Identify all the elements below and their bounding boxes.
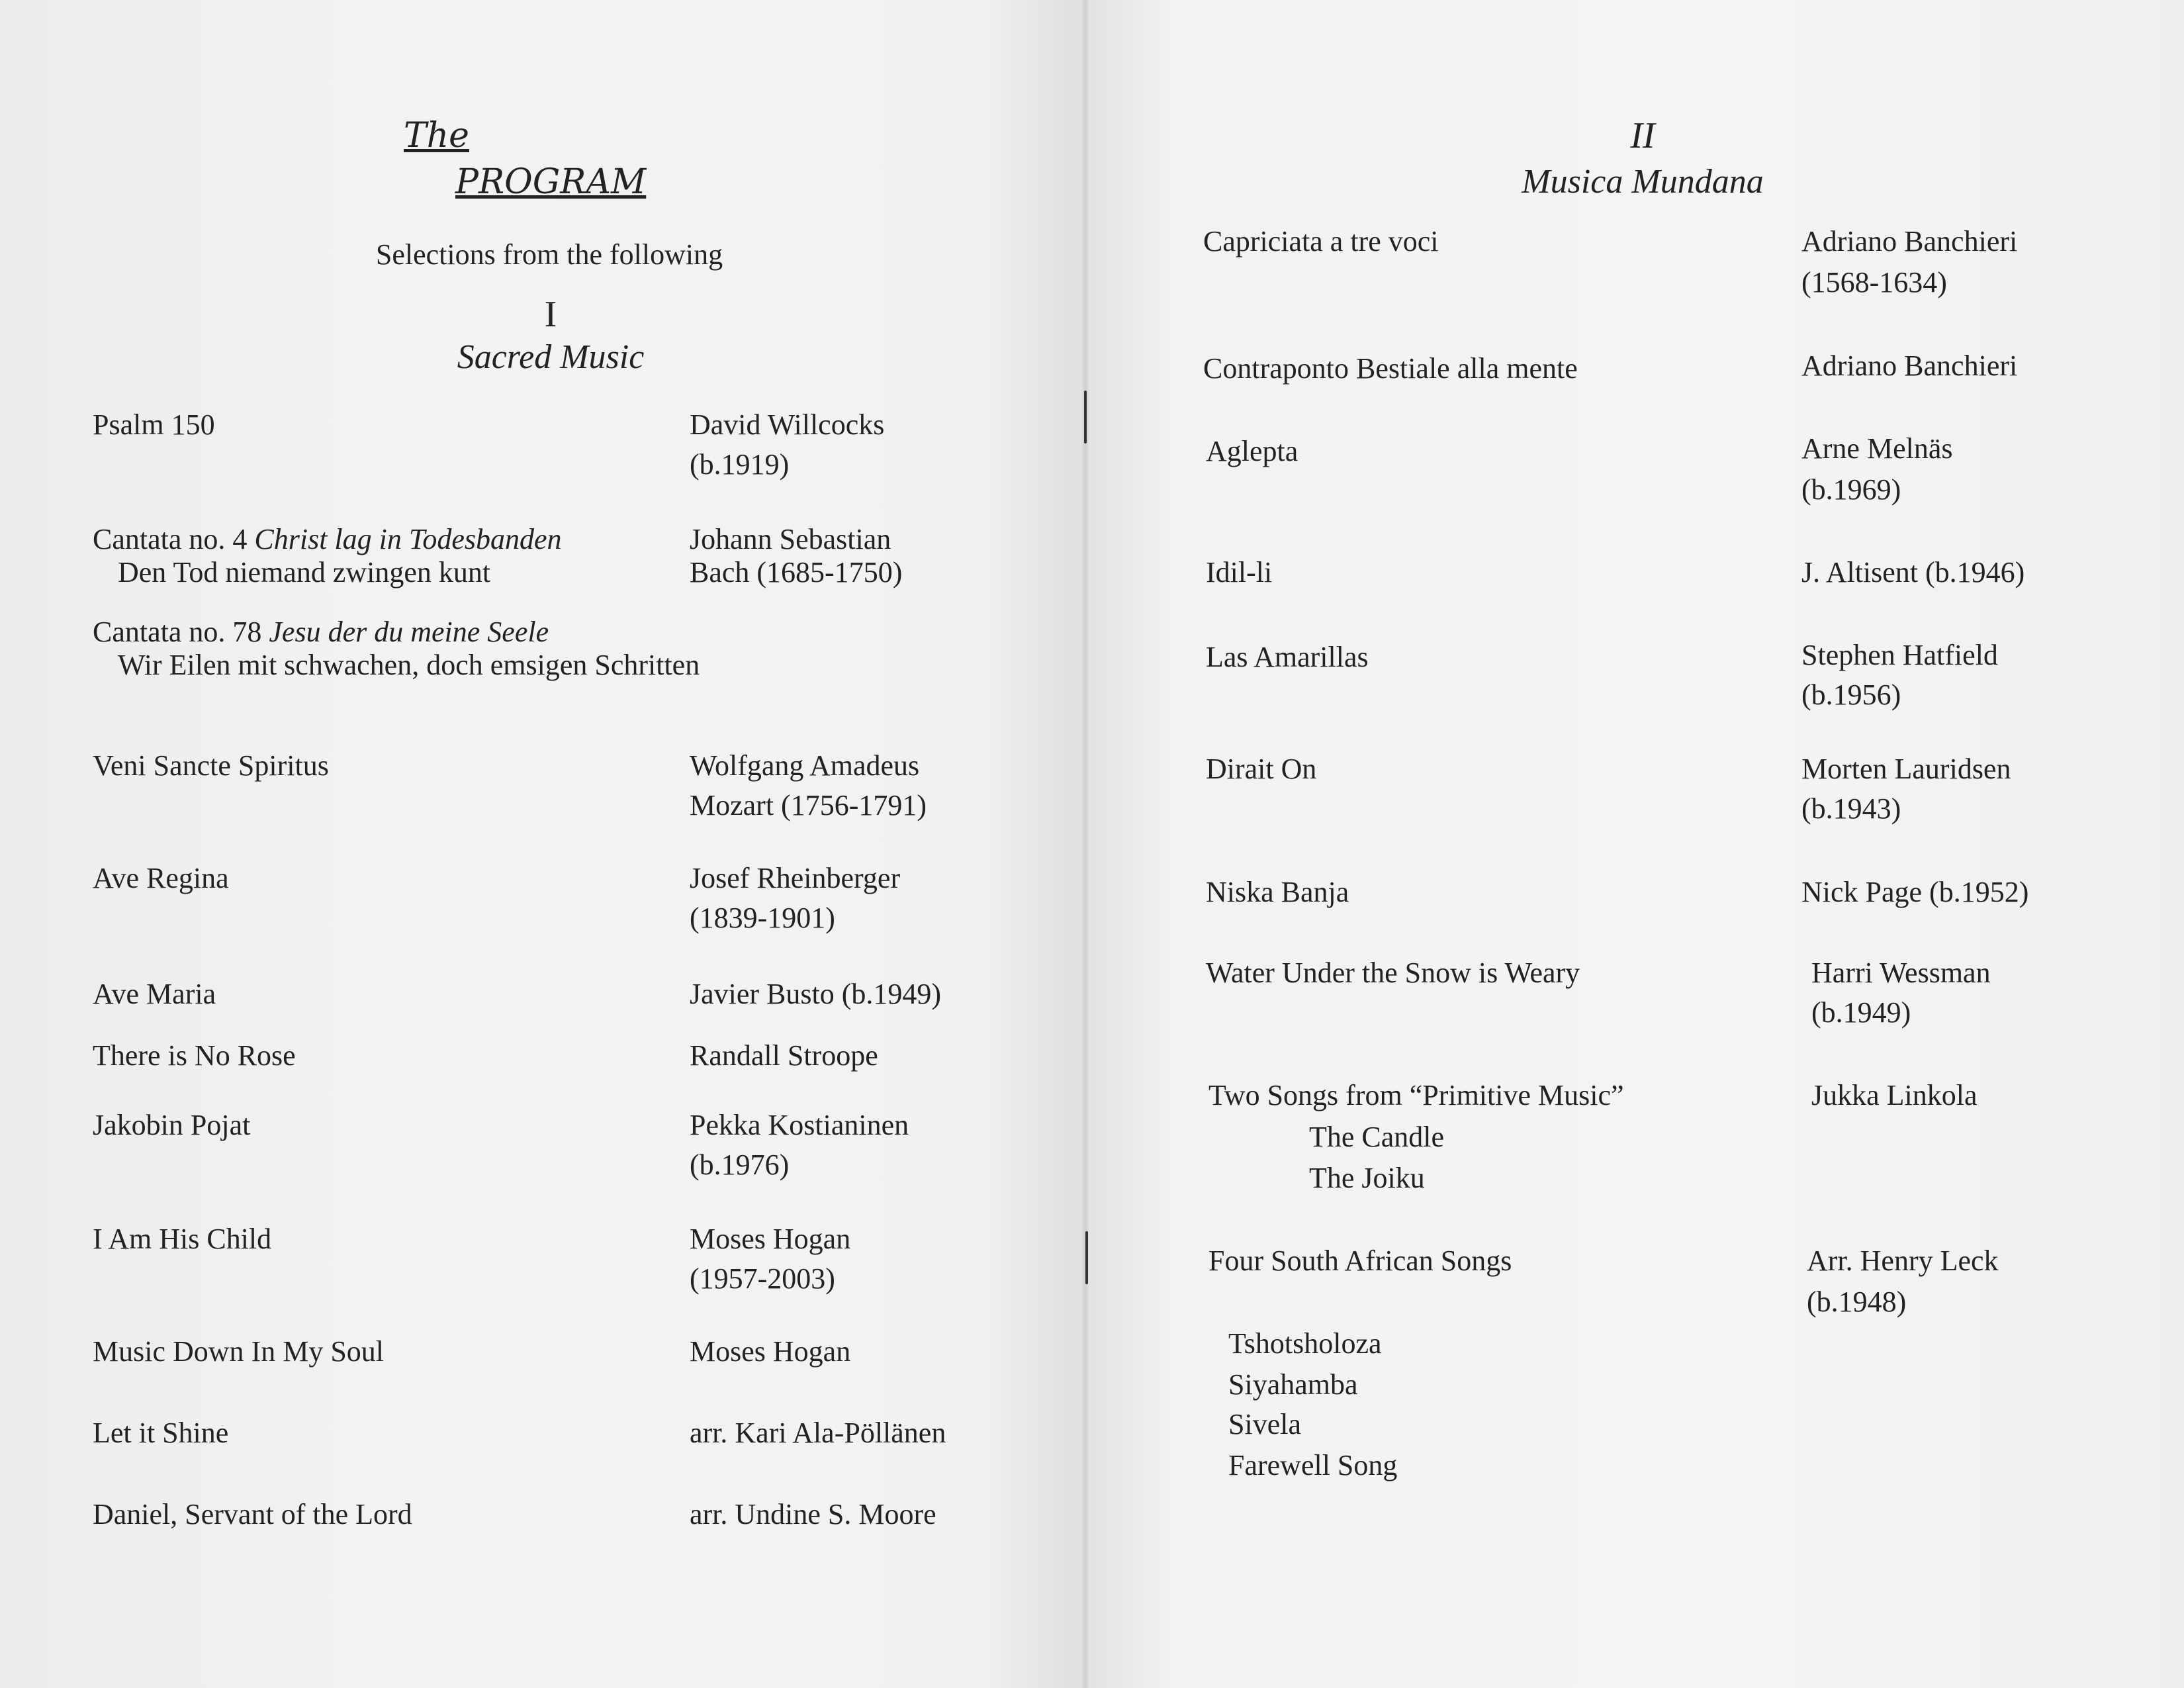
piece-title: Aglepta [1206,435,1298,467]
piece-title-prefix: Cantata no. 78 [93,616,269,648]
section-two-title: Musica Mundana [1522,163,1764,201]
piece-title: Idil-li [1206,556,1273,588]
selections-line: Selections from the following [375,238,723,271]
composer-dates: (b.1976) [690,1149,790,1181]
piece-title: Contraponto Bestiale alla mente [1203,352,1578,385]
composer: Moses Hogan [690,1223,851,1255]
piece-title: Psalm 150 [93,408,215,441]
piece-title-italic: Jesu der du meine Seele [269,616,549,648]
section-two-numeral: II [1630,115,1655,156]
composer: Jukka Linkola [1811,1079,1978,1111]
composer: Nick Page (b.1952) [1801,876,2029,908]
piece-title: Jakobin Pojat [93,1109,251,1141]
piece-title: Ave Regina [93,862,229,894]
book-spine [1080,0,1091,1688]
composer: Adriano Banchieri [1801,350,2018,382]
piece-title-prefix: Cantata no. 4 [93,523,255,555]
composer: Javier Busto (b.1949) [690,978,942,1010]
piece-title: Daniel, Servant of the Lord [93,1498,412,1530]
composer: Stephen Hatfield [1801,639,1998,671]
staple-top [1084,391,1087,444]
composer: Randall Stroope [690,1039,878,1072]
composer-dates: Bach (1685-1750) [690,556,903,588]
composer: Wolfgang Amadeus [690,749,920,782]
program-title-the: The [404,116,469,156]
composer: Moses Hogan [690,1335,851,1368]
composer-dates: (1957-2003) [690,1262,835,1295]
composer: Johann Sebastian [690,523,891,555]
composer: Josef Rheinberger [690,862,901,894]
piece-subtitle: The Candle [1309,1121,1445,1153]
piece-subtitle: The Joiku [1309,1162,1425,1194]
composer: David Willcocks [690,408,885,441]
composer: Harri Wessman [1811,957,1991,989]
composer: Adriano Banchieri [1801,225,2018,258]
piece-title: I Am His Child [93,1223,272,1255]
composer-dates: (b.1943) [1801,792,1901,825]
composer: arr. Kari Ala-Pöllänen [690,1417,946,1449]
piece-title: Water Under the Snow is Weary [1206,957,1580,989]
composer-dates: (b.1919) [690,448,790,481]
composer-dates: (1568-1634) [1801,266,1947,299]
composer: J. Altisent (b.1946) [1801,556,2025,588]
composer: Morten Lauridsen [1801,753,2011,785]
piece-subtitle: Tshotsholoza [1228,1327,1382,1360]
composer-dates: (b.1969) [1801,473,1901,506]
composer: arr. Undine S. Moore [690,1498,936,1530]
piece-subtitle: Wir Eilen mit schwachen, doch emsigen Schritten [118,649,700,681]
composer-dates: (b.1956) [1801,679,1901,711]
piece-title: Two Songs from “Primitive Music” [1208,1079,1624,1111]
section-one-numeral: I [544,294,557,335]
piece-title-italic: Christ lag in Todesbanden [254,523,562,555]
piece-title: Dirait On [1206,753,1317,785]
piece-title: Let it Shine [93,1417,229,1449]
piece-title: Capriciata a tre voci [1203,225,1439,258]
piece-title: Ave Maria [93,978,216,1010]
composer: Arne Melnäs [1801,432,1953,465]
staple-bottom [1085,1231,1088,1284]
composer: Pekka Kostianinen [690,1109,909,1141]
piece-title: Las Amarillas [1206,641,1369,673]
composer-dates: Mozart (1756-1791) [690,789,927,821]
composer-dates: (b.1948) [1807,1286,1907,1318]
program-title-program: PROGRAM [455,162,647,202]
piece-title: Niska Banja [1206,876,1349,908]
composer-dates: (1839-1901) [690,902,835,934]
piece-subtitle: Den Tod niemand zwingen kunt [118,556,491,588]
piece-title: There is No Rose [93,1039,296,1072]
composer: Arr. Henry Leck [1807,1244,1999,1277]
piece-subtitle: Farewell Song [1228,1449,1398,1481]
piece-subtitle: Siyahamba [1228,1368,1358,1401]
section-one-title: Sacred Music [457,338,645,376]
piece-title: Veni Sancte Spiritus [93,749,329,782]
piece-title: Music Down In My Soul [93,1335,385,1368]
piece-subtitle: Sivela [1228,1408,1301,1440]
composer-dates: (b.1949) [1811,996,1911,1029]
piece-title: Four South African Songs [1208,1244,1512,1277]
